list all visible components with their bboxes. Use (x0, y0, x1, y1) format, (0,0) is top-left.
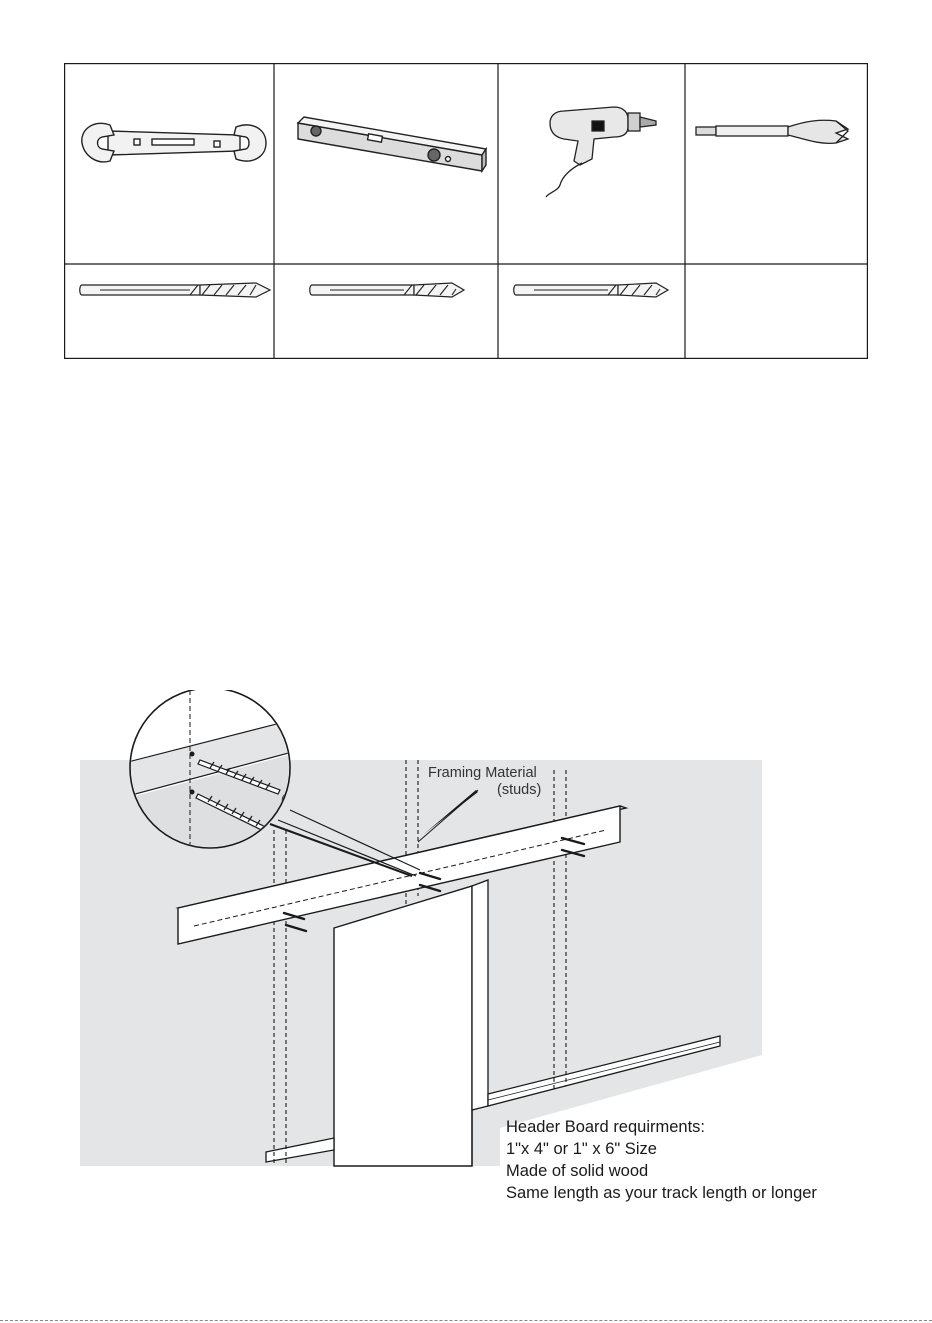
tools-table-grid (64, 63, 868, 359)
requirements-material: Made of solid wood (506, 1162, 649, 1180)
framing-material-label: Framing Material (428, 765, 537, 781)
door-opening (334, 886, 472, 1166)
framing-studs-label: (studs) (497, 782, 542, 798)
spade-drill-bit-icon (696, 120, 848, 143)
masonry-drill-bit-icon (514, 283, 668, 297)
spirit-level-icon (298, 117, 486, 171)
masonry-drill-bit-icon (310, 283, 464, 297)
power-drill-icon (546, 107, 656, 197)
requirements-heading: Header Board requirments: (506, 1118, 706, 1136)
masonry-drill-bit-icon (80, 283, 270, 297)
double-open-end-wrench-icon (82, 123, 266, 161)
tools-table (64, 63, 868, 359)
requirements-size: 1"x 4" or 1" x 6" Size (506, 1140, 657, 1158)
header-board-requirements (506, 1116, 817, 1204)
requirements-length: Same length as your track length or longer (506, 1184, 817, 1202)
page-bottom-rule (0, 1320, 932, 1321)
door-jamb (472, 880, 488, 1110)
